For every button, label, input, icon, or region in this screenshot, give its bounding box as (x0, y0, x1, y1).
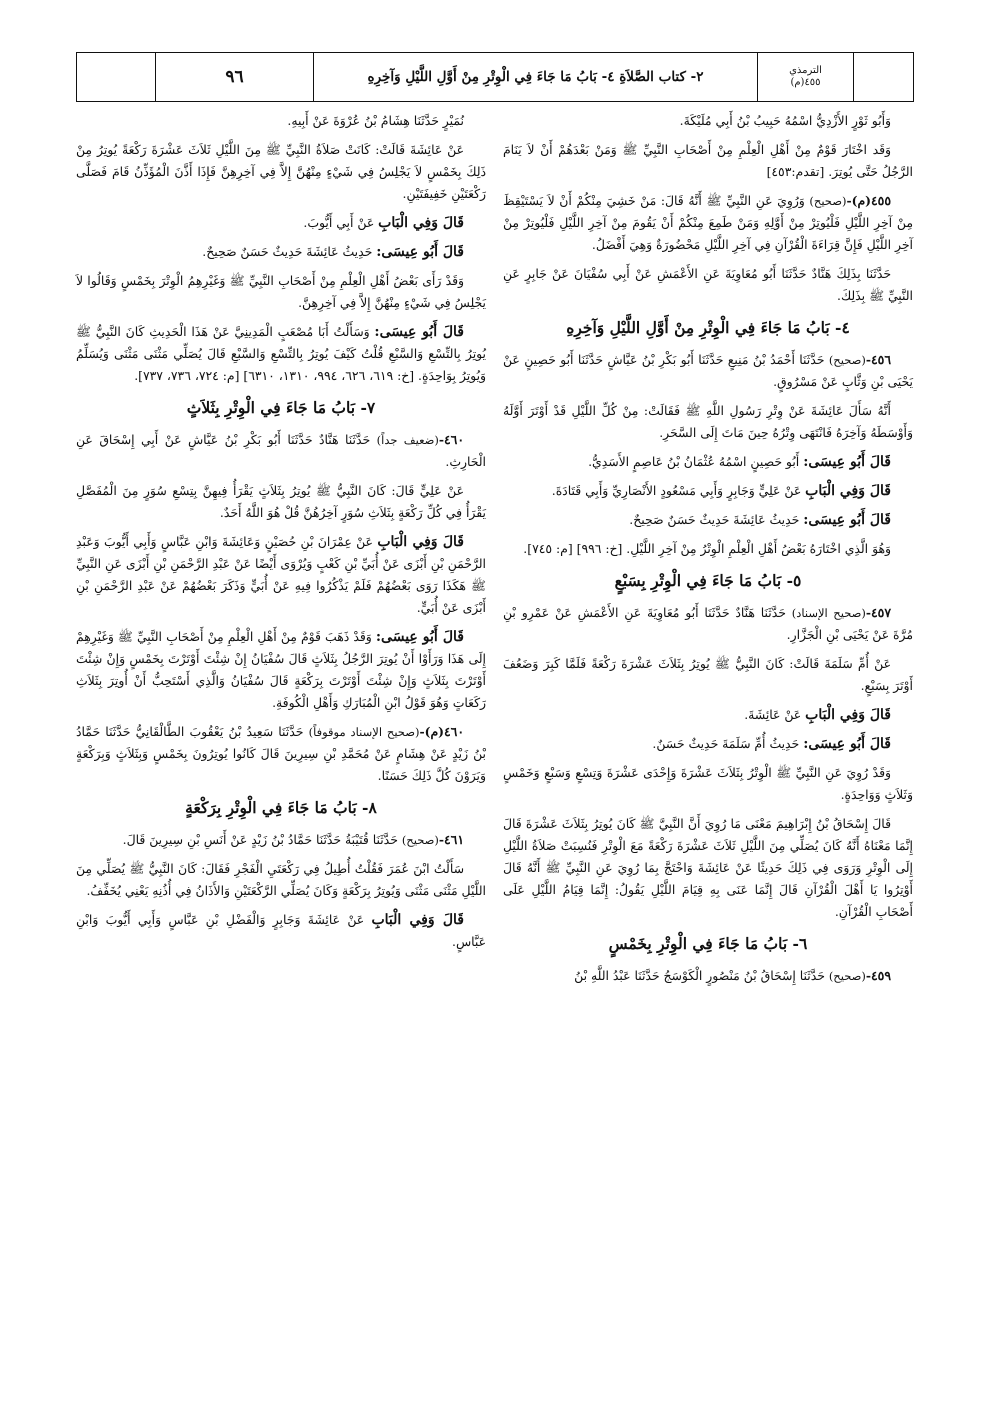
paragraph-text: أَنَّهُ سَأَلَ عَائِشَةَ عَنْ وِتْرِ رَسُولِ اللَّهِ ﷺ فَقَالَتْ: مِنْ كُلِّ اللَّيْلِ قَدْ أَوْتَرَ أَوَّلَهُ وَأَوْسَطَهُ وَآخِرَهُ فَانْتَهَى وِتْرُهُ حِينَ مَاتَ إِلَى السَّحَرِ. (503, 403, 913, 440)
speaker-label: قَالَ أَبُو عِيسَى: (376, 244, 464, 260)
hadith-number: ٤٦٠(م)- (419, 724, 464, 739)
speaker-label: قَالَ أَبُو عِيسَى: (375, 629, 464, 645)
paragraph-text: سَأَلْتُ ابْنَ عُمَرَ فَقُلْتُ أُطِيلُ فِي رَكْعَتَيِ الْفَجْرِ فَقَالَ: كَانَ النَّبِيُّ ﷺ يُصَلِّي مِنَ اللَّيْلِ مَثْنَى مَثْنَى وَيُوتِرُ بِرَكْعَةٍ وَكَانَ يُصَلِّي الرَّكْعَتَيْنِ وَالأَذَانُ فِي أُذُنِهِ يَعْنِي يُخَفِّفُ. (76, 861, 486, 898)
speaker-label: قَالَ أَبُو عِيسَى: (803, 736, 891, 752)
commentary-paragraph (76, 531, 486, 619)
speaker-label: قَالَ وَفِي الْبَابِ (805, 707, 891, 723)
paragraph-text: حَدَّثَنَا بِذَلِكَ هَنَّادٌ حَدَّثَنَا أَبُو مُعَاوِيَةَ عَنِ الأَعْمَشِ عَنْ أَبِي سُفْيَانَ عَنْ جَابِرٍ عَنِ النَّبِيِّ ﷺ بِذَلِكَ. (503, 266, 913, 303)
paragraph-text: أَبُو حَصِينٍ اسْمُهُ عُثْمَانُ بْنُ عَاصِمٍ الأَسَدِيُّ. (588, 454, 800, 469)
right-column (503, 110, 913, 994)
hadith-paragraph (503, 965, 913, 987)
header-empty-cell-left (77, 53, 155, 101)
paragraph-text: حَدَّثَنَا قُتَيْبَةُ حَدَّثَنَا حَمَّادُ بْنُ زَيْدٍ عَنْ أَنَسِ بْنِ سِيرِينَ قَالَ. (122, 832, 398, 847)
hadith-paragraph (503, 190, 913, 256)
hadith-paragraph (76, 139, 486, 205)
paragraph-text: وَسَأَلْتُ أَبَا مُصْعَبٍ الْمَدِينِيَّ عَنْ هَذَا الْحَدِيثِ كَانَ النَّبِيُّ ﷺ يُوتِرُ بِالتِّسْعِ وَالسَّبْعِ قُلْتُ كَيْفَ يُوتِرُ بِالتِّسْعِ وَالسَّبْعِ قَالَ يُصَلِّي مَثْنَى مَثْنَى وَيُسَلِّمُ وَيُوتِرُ بِوَاحِدَةٍ. [خ: ٦١٩، ٦٢٦، ٩٩٤، ١٣١٠، ٦٣١٠] [م: ٧٢٤، ٧٣٦، ٧٣٧]. (76, 324, 486, 383)
paragraph-text: عَنْ عَائِشَةَ وَجَابِرٍ وَالْفَضْلِ بْنِ عَبَّاسٍ وَأَبِي أَيُّوبَ وَابْنِ عَبَّاسٍ. (76, 912, 486, 949)
hadith-range: ٤٥٥(م) (790, 77, 821, 88)
book-author: الترمذي (789, 64, 822, 76)
hadith-number: ٤٥٧- (865, 605, 891, 620)
chapter-heading: ٥- بَابُ مَا جَاءَ فِي الْوِتْرِ بِسَبْعٍ (614, 571, 802, 590)
running-title: ٢- كتاب الصَّلاَةِ ٤- بَابُ مَا جَاءَ فِي الْوِتْرِ مِنْ أَوَّلِ اللَّيْلِ وَآخِرِهِ (313, 53, 757, 101)
hadith-paragraph (76, 429, 486, 473)
hadith-grade: (صحيح) (828, 969, 866, 983)
hadith-paragraph (76, 480, 486, 524)
hadith-number: ٤٥٩- (865, 968, 891, 983)
speaker-label: قَالَ أَبُو عِيسَى: (374, 324, 464, 340)
commentary-paragraph (76, 241, 486, 263)
paragraph-text: قَالَ إِسْحَاقُ بْنُ إِبْرَاهِيمَ مَعْنَى مَا رُوِيَ أَنَّ النَّبِيَّ ﷺ كَانَ يُوتِرُ بِثَلاَثَ عَشْرَةَ قَالَ إِنَّمَا مَعْنَاهُ أَنَّهُ كَانَ يُصَلِّي مِنَ اللَّيْلِ ثَلاَثَ عَشْرَةَ رَكْعَةً مَعَ الْوِتْرِ فَنُسِبَتْ صَلاَةُ اللَّيْلِ إِلَى الْوِتْرِ وَرَوَى فِي ذَلِكَ حَدِيثًا عَنْ عَائِشَةَ وَاحْتَجَّ بِمَا رُوِيَ عَنِ النَّبِيِّ ﷺ أَنَّهُ قَالَ أَوْتِرُوا يَا أَهْلَ الْقُرْآنِ قَالَ إِنَّمَا عَنَى بِهِ قِيَامَ اللَّيْلِ يَقُولُ: إِنَّمَا قِيَامُ اللَّيْلِ عَلَى أَصْحَابِ الْقُرْآنِ. (503, 816, 913, 919)
paragraph-text: نُمَيْرٍ حَدَّثَنَا هِشَامُ بْنُ عُرْوَةَ عَنْ أَبِيهِ. (287, 113, 464, 128)
hadith-grade: (صحيح الإسناد) (791, 606, 866, 620)
left-column (76, 110, 486, 960)
hadith-paragraph (503, 349, 913, 393)
paragraph-text: عَنْ عَلِيٍّ قَالَ: كَانَ النَّبِيُّ ﷺ يُوتِرُ بِثَلاَثٍ يَقْرَأُ فِيهِنَّ بِتِسْعِ سُوَرٍ مِنَ الْمُفَصَّلِ يَقْرَأُ فِي كُلِّ رَكْعَةٍ بِثَلاَثِ سُوَرٍ آخِرُهُنَّ قُلْ هُوَ اللَّهُ أَحَدٌ. (76, 483, 486, 520)
hadith-number: ٤٥٥(م)- (846, 193, 891, 208)
hadith-paragraph (503, 538, 913, 560)
chapter-heading: ٦- بَابُ مَا جَاءَ فِي الْوِتْرِ بِخَمْسٍ (608, 934, 808, 953)
hadith-number: ٤٦١- (438, 832, 464, 847)
hadith-paragraph (503, 139, 913, 183)
paragraph-text: عَنْ عَائِشَةَ. (744, 707, 802, 722)
hadith-paragraph (76, 110, 486, 132)
paragraph-text: وَقَد اخْتَارَ قَوْمٌ مِنْ أَهْلِ الْعِلْمِ مِنْ أَصْحَابِ النَّبِيِّ ﷺ وَمَنْ بَعْدَهُمْ أَنْ لاَ يَنَامَ الرَّجُلُ حَتَّى يُوتِرَ. [تقدم:٤٥٣] (503, 142, 913, 179)
hadith-paragraph (503, 400, 913, 444)
paragraph-text: حَدَّثَنَا هَنَّادٌ حَدَّثَنَا أَبُو بَكْرِ بْنُ عَيَّاشٍ عَنْ أَبِي إِسْحَاقَ عَنِ الْحَارِثِ. (76, 432, 486, 469)
paragraph-text: عَنْ عَلِيٍّ وَجَابِرٍ وَأَبِي مَسْعُودٍ الأَنْصَارِيِّ وَأَبِي قَتَادَةَ. (551, 483, 802, 498)
chapter-heading: ٧- بَابُ مَا جَاءَ فِي الْوِتْرِ بِثَلاَثٍ (186, 398, 376, 417)
hadith-grade: (صحيح) (828, 353, 866, 367)
paragraph-text: حَدِيثُ عَائِشَةَ حَدِيثٌ حَسَنٌ صَحِيحٌ. (202, 244, 373, 259)
paragraph-text: وَرُوِيَ عَنِ النَّبِيِّ ﷺ أَنَّهُ قَالَ: مَنْ خَشِيَ مِنْكُمْ أَنْ لاَ يَسْتَيْقِظَ مِنْ آخِرِ اللَّيْلِ فَلْيُوتِرْ مِنْ أَوَّلِهِ وَمَنْ طَمِعَ مِنْكُمْ أَنْ يَقُومَ مِنْ آخِرِ اللَّيْلِ فَلْيُوتِرْ مِنْ آخِرِ اللَّيْلِ فَإِنَّ قِرَاءَةَ الْقُرْآنِ فِي آخِرِ اللَّيْلِ مَحْضُورَةٌ وَهِيَ أَفْضَلُ. (503, 193, 913, 252)
speaker-label: قَالَ وَفِي الْبَابِ (377, 534, 464, 550)
commentary-paragraph (503, 733, 913, 755)
hadith-paragraph (76, 270, 486, 314)
paragraph-text: حَدِيثُ عَائِشَةَ حَدِيثٌ حَسَنٌ صَحِيحٌ. (629, 512, 800, 527)
paragraph-text: عَنْ أَبِي أَيُّوبَ. (303, 215, 375, 230)
hadith-paragraph (503, 762, 913, 806)
speaker-label: قَالَ أَبُو عِيسَى: (803, 454, 891, 470)
paragraph-text: حَدَّثَنَا هَنَّادٌ حَدَّثَنَا أَبُو مُعَاوِيَةَ عَنِ الأَعْمَشِ عَنْ عَمْرِو بْنِ مُرَّةَ عَنْ يَحْيَى بْنِ الْجَزَّارِ. (503, 605, 913, 642)
hadith-paragraph (76, 829, 486, 851)
hadith-number: ٤٦٠- (438, 432, 464, 447)
paragraph-text: حَدَّثَنَا إِسْحَاقُ بْنُ مَنْصُورٍ الْكَوْسَجُ حَدَّثَنَا عَبْدُ اللَّهِ بْنُ (574, 968, 825, 983)
paragraph-text: عَنْ عِمْرَانَ بْنِ حُصَيْنٍ وَعَائِشَةَ وَابْنِ عَبَّاسٍ وَأَبِي أَيُّوبَ وَعَبْدِ الرَّحْمَنِ بْنِ أَبْزَى عَنْ أُبَيِّ بْنِ كَعْبٍ وَيُرْوَى أَيْضًا عَنْ عَبْدِ الرَّحْمَنِ بْنِ أَبْزَى عَنِ النَّبِيِّ ﷺ هَكَذَا رَوَى بَعْضُهُمْ فَلَمْ يَذْكُرُوا فِيهِ عَنْ أُبَيٍّ وَذَكَرَ بَعْضُهُمْ عَنْ عَبْدِ الرَّحْمَنِ بْنِ أَبْزَى عَنْ أُبَيٍّ. (76, 534, 486, 615)
paragraph-text: وَقَدْ ذَهَبَ قَوْمٌ مِنْ أَهْلِ الْعِلْمِ مِنْ أَصْحَابِ النَّبِيِّ ﷺ وَغَيْرِهِمْ إِلَى هَذَا وَرَأَوْا أَنْ يُوتِرَ الرَّجُلُ بِثَلاَثٍ قَالَ سُفْيَانُ إِنْ شِئْتَ أَوْتَرْتَ بِخَمْسٍ وَإِنْ شِئْتَ أَوْتَرْتَ بِثَلاَثٍ وَإِنْ شِئْتَ أَوْتَرْتَ بِرَكْعَةٍ قَالَ سُفْيَانُ وَالَّذِي أَسْتَحِبُّ أَنْ أُوتِرَ بِثَلاَثِ رَكَعَاتٍ وَهُوَ قَوْلُ ابْنِ الْمُبَارَكِ وَأَهْلِ الْكُوفَةِ. (76, 629, 486, 710)
paragraph-text: عَنْ أُمِّ سَلَمَةَ قَالَتْ: كَانَ النَّبِيُّ ﷺ يُوتِرُ بِثَلاَثَ عَشْرَةَ رَكْعَةً فَلَمَّا كَبِرَ وَضَعُفَ أَوْتَرَ بِسَبْعٍ. (503, 656, 913, 693)
hadith-paragraph (503, 263, 913, 307)
hadith-grade: (صحيح) (401, 833, 439, 847)
hadith-paragraph (503, 110, 913, 132)
commentary-paragraph (76, 626, 486, 714)
header-empty-cell-right (853, 53, 913, 101)
commentary-paragraph (76, 212, 486, 234)
book-author-cell (757, 53, 853, 101)
chapter-heading: ٤- بَابُ مَا جَاءَ فِي الْوِتْرِ مِنْ أَوَّلِ اللَّيْلِ وَآخِرِهِ (566, 318, 850, 337)
paragraph-text: وَأَبُو ثَوْرٍ الأَزْدِيُّ اسْمُهُ حَبِيبُ بْنُ أَبِي مُلَيْكَةَ. (679, 113, 891, 128)
speaker-label: قَالَ أَبُو عِيسَى: (803, 512, 891, 528)
speaker-label: قَالَ وَفِي الْبَابِ (378, 215, 464, 231)
hadith-paragraph (503, 602, 913, 646)
chapter-heading: ٨- بَابُ مَا جَاءَ فِي الْوِتْرِ بِرَكْعَةٍ (185, 798, 377, 817)
paragraph-text: عَنْ عَائِشَةَ قَالَتْ: كَانَتْ صَلاَةُ النَّبِيِّ ﷺ مِنَ اللَّيْلِ ثَلاَثَ عَشْرَةَ رَكْعَةً يُوتِرُ مِنْ ذَلِكَ بِخَمْسٍ لاَ يَجْلِسُ فِي شَيْءٍ مِنْهُنَّ إِلاَّ فِي آخِرِهِنَّ فَإِذَا أَذَّنَ الْمُؤَذِّنُ قَامَ فَصَلَّى رَكْعَتَيْنِ خَفِيفَتَيْنِ. (76, 142, 486, 201)
commentary-paragraph (76, 909, 486, 953)
commentary-paragraph (503, 480, 913, 502)
hadith-grade: (صحيح الإسناد موقوفاً) (308, 725, 420, 739)
paragraph-text: حَدِيثُ أُمِّ سَلَمَةَ حَدِيثٌ حَسَنٌ. (652, 736, 800, 751)
page-number: ٩٦ (155, 53, 313, 101)
hadith-paragraph (76, 721, 486, 787)
paragraph-text: وَقَدْ رُوِيَ عَنِ النَّبِيِّ ﷺ الْوِتْرُ بِثَلاَثَ عَشْرَةَ وَإِحْدَى عَشْرَةَ وَتِسْعٍ وَسَبْعٍ وَخَمْسٍ وَثَلاَثٍ وَوَاحِدَةٍ. (503, 765, 913, 802)
commentary-paragraph (76, 321, 486, 387)
paragraph-text: حَدَّثَنَا أَحْمَدُ بْنُ مَنِيعٍ حَدَّثَنَا أَبُو بَكْرِ بْنُ عَيَّاشٍ حَدَّثَنَا أَبُو حَصِينٍ عَنْ يَحْيَى بْنِ وَثَّابٍ عَنْ مَسْرُوقٍ. (503, 352, 913, 389)
commentary-paragraph (503, 509, 913, 531)
hadith-grade: (صحيح) (809, 194, 847, 208)
hadith-number: ٤٥٦- (865, 352, 891, 367)
paragraph-text: وَهُوَ الَّذِي اخْتَارَهُ بَعْضُ أَهْلِ الْعِلْمِ الْوِتْرُ مِنْ آخِرِ اللَّيْلِ. [خ: ٩٩٦] [م: ٧٤٥]. (523, 541, 891, 556)
hadith-paragraph (503, 813, 913, 923)
hadith-paragraph (76, 858, 486, 902)
page-header (76, 52, 914, 102)
paragraph-text: وَقَدْ رَأَى بَعْضُ أَهْلِ الْعِلْمِ مِنْ أَصْحَابِ النَّبِيِّ ﷺ وَغَيْرِهِمُ الْوِتْرَ بِخَمْسٍ وَقَالُوا لاَ يَجْلِسُ فِي شَيْءٍ مِنْهُنَّ إِلاَّ فِي آخِرِهِنَّ. (76, 273, 486, 310)
hadith-grade: (ضعيف جداً) (376, 433, 439, 447)
paragraph-text: حَدَّثَنَا سَعِيدُ بْنُ يَعْقُوبَ الطَّالْقَانِيُّ حَدَّثَنَا حَمَّادُ بْنُ زَيْدٍ عَنْ هِشَامٍ عَنْ مُحَمَّدِ بْنِ سِيرِينَ قَالَ كَانُوا يُوتِرُونَ بِخَمْسٍ وَبِثَلاَثٍ وَبِرَكْعَةٍ وَيَرَوْنَ كُلَّ ذَلِكَ حَسَنًا. (76, 724, 486, 783)
commentary-paragraph (503, 704, 913, 726)
commentary-paragraph (503, 451, 913, 473)
hadith-paragraph (503, 653, 913, 697)
speaker-label: قَالَ وَفِي الْبَابِ (805, 483, 891, 499)
speaker-label: قَالَ وَفِي الْبَابِ (371, 912, 464, 928)
